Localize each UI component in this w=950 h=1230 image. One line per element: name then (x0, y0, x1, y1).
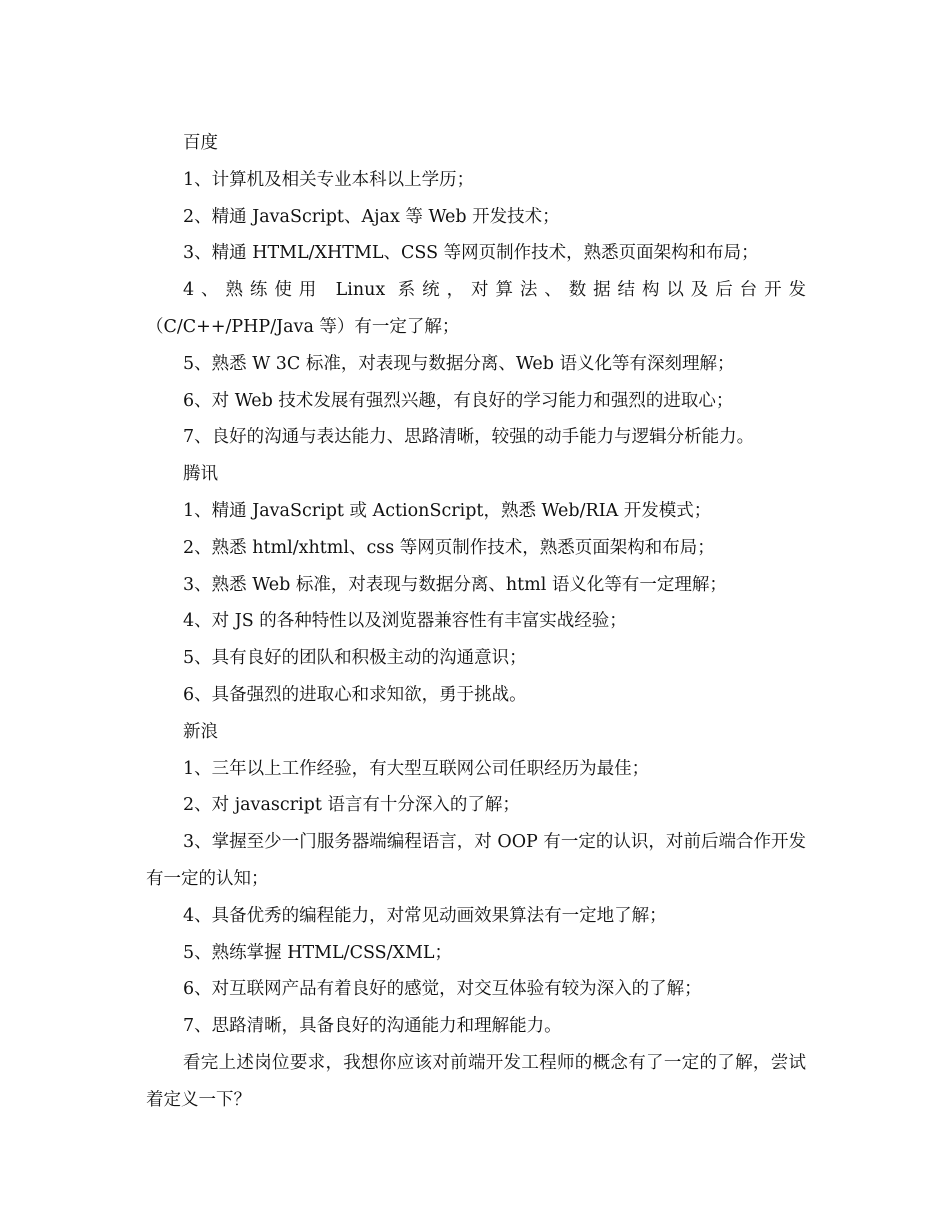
requirement-item: 3、精通 HTML/XHTML、CSS 等网页制作技术，熟悉页面架构和布局； (183, 243, 759, 264)
requirement-item: 5、具有良好的团队和积极主动的沟通意识； (183, 648, 527, 669)
closing-paragraph: 看完上述岗位要求，我想你应该对前端开发工程师的概念有了一定的了解，尝试着定义一下？ (146, 1052, 806, 1110)
requirement-item: 1、精通 JavaScript 或 ActionScript，熟悉 Web/RIA 开发模式； (183, 500, 712, 521)
requirement-item: 7、良好的沟通与表达能力、思路清晰，较强的动手能力与逻辑分析能力。 (183, 427, 755, 448)
requirement-item: 4、对 JS 的各种特性以及浏览器兼容性有丰富实战经验； (183, 611, 627, 632)
requirement-item: 4、熟练使用 Linux 系统，对算法、数据结构以及后台开发（C/C++/PHP/Java 等）有一定了解； (146, 280, 806, 337)
document-body (146, 125, 806, 1119)
requirement-item: 4、具备优秀的编程能力，对常见动画效果算法有一定地了解； (183, 905, 667, 926)
requirement-item: 1、三年以上工作经验，有大型互联网公司任职经历为最佳； (183, 758, 650, 779)
requirement-item: 7、思路清晰，具备良好的沟通能力和理解能力。 (183, 1016, 562, 1037)
requirement-item: 2、精通 JavaScript、Ajax 等 Web 开发技术； (183, 206, 560, 227)
requirement-item: 6、对 Web 技术发展有强烈兴趣，有良好的学习能力和强烈的进取心； (183, 390, 734, 411)
requirement-item: 2、熟悉 html/xhtml、css 等网页制作技术，熟悉页面架构和布局； (183, 537, 715, 558)
requirement-item: 6、对互联网产品有着良好的感觉，对交互体验有较为深入的了解； (183, 979, 702, 1000)
section-heading-tencent: 腾讯 (183, 464, 218, 485)
requirement-item: 5、熟悉 W 3C 标准，对表现与数据分离、Web 语义化等有深刻理解； (183, 353, 735, 374)
section-heading-baidu: 百度 (183, 133, 218, 153)
section-heading-sina: 新浪 (183, 721, 218, 742)
requirement-item: 3、熟悉 Web 标准，对表现与数据分离、html 语义化等有一定理解； (183, 574, 727, 595)
requirement-item: 6、具备强烈的进取心和求知欲，勇于挑战。 (183, 684, 527, 705)
requirement-item: 3、掌握至少一门服务器端编程语言，对 OOP 有一定的认识，对前后端合作开发有一定的认知； (146, 832, 806, 889)
requirement-item: 2、对 javascript 语言有十分深入的了解； (183, 795, 520, 816)
requirement-item: 1、计算机及相关专业本科以上学历； (183, 169, 475, 190)
requirement-item: 5、熟练掌握 HTML/CSS/XML； (183, 942, 453, 963)
